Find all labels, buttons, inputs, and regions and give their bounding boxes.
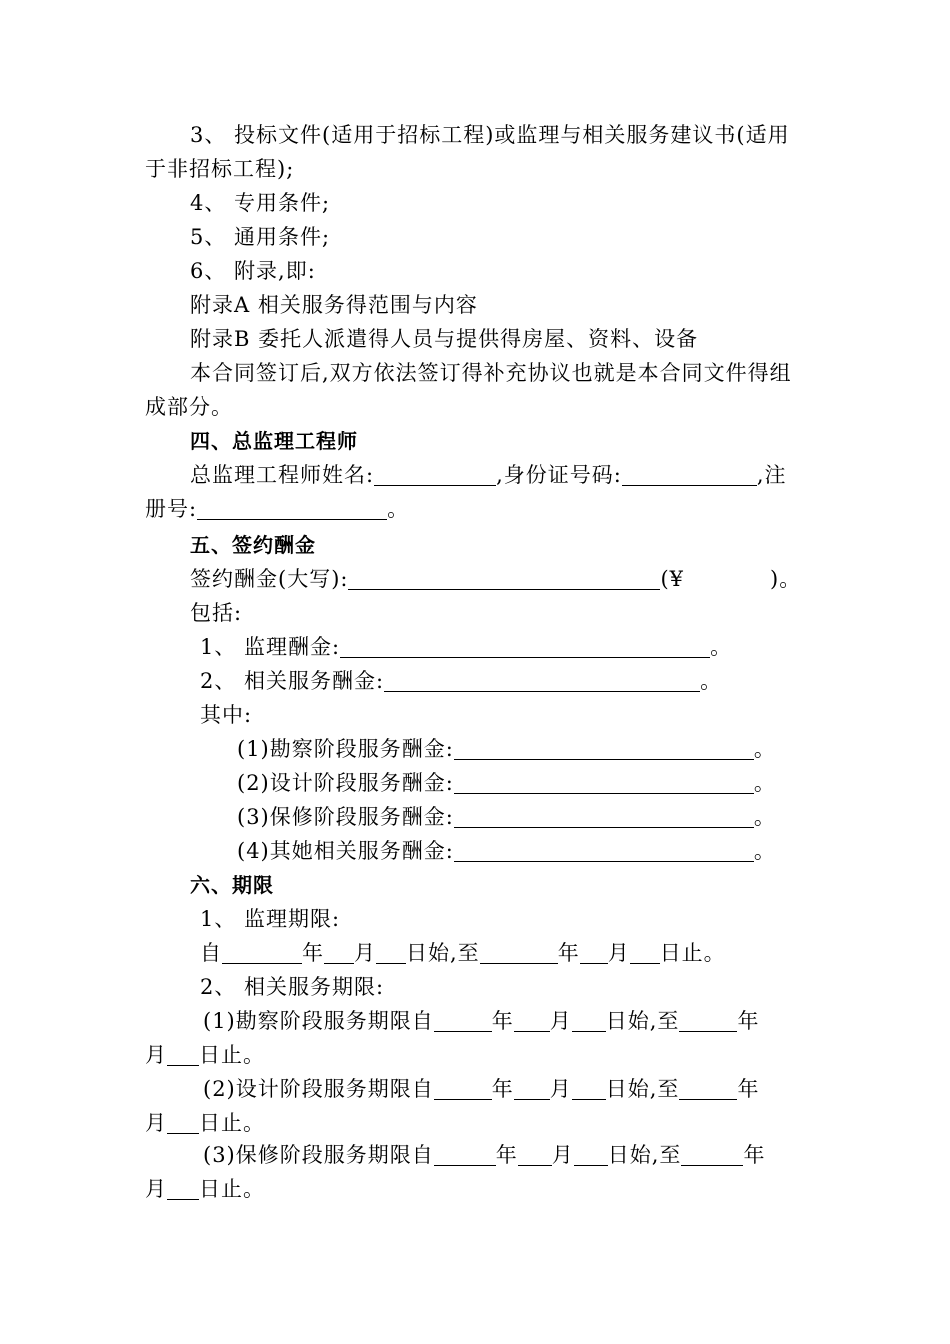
design-fee-field[interactable] xyxy=(454,771,754,794)
month-label: 月 xyxy=(551,1143,574,1167)
period: 。 xyxy=(753,805,776,829)
period: 。 xyxy=(710,635,733,659)
contract-fee-line xyxy=(190,564,801,594)
item-3-line-1: 3、 投标文件(适用于招标工程)或监理与相关服务建议书(适用 xyxy=(190,123,790,147)
start-day-field[interactable] xyxy=(376,941,406,964)
among-label: 其中: xyxy=(200,703,253,727)
design-term-line-2 xyxy=(145,1108,265,1138)
warranty-fee-line xyxy=(237,802,776,832)
related-term-label: 2、 相关服务期限: xyxy=(200,975,385,999)
appendix-b: 附录B 委托人派遣得人员与提供得房屋、资料、设备 xyxy=(190,327,699,351)
warranty-term-label: (3)保修阶段服务期限自 xyxy=(203,1143,434,1167)
name-label: 总监理工程师姓名: xyxy=(190,463,375,487)
warranty-end-year-field[interactable] xyxy=(681,1143,743,1166)
month-label: 月 xyxy=(354,941,376,965)
appendix-a: 附录A 相关服务得范围与内容 xyxy=(190,293,478,317)
supervision-fee-line xyxy=(200,632,732,662)
end-year-field[interactable] xyxy=(480,941,558,964)
fee2-label: 2、 相关服务酬金: xyxy=(200,669,385,693)
yen-open: (¥ xyxy=(660,567,685,591)
related-fee-line xyxy=(200,666,722,696)
reg-suffix: ,注 xyxy=(756,463,787,487)
warranty-start-day-field[interactable] xyxy=(574,1143,608,1166)
related-fee-field[interactable] xyxy=(384,669,700,692)
section-6-heading: 六、期限 xyxy=(190,873,274,897)
id-label: ,身份证号码: xyxy=(496,463,622,487)
period: 。 xyxy=(753,737,776,761)
month-label: 月 xyxy=(549,1009,572,1033)
survey-end-year-field[interactable] xyxy=(679,1009,737,1032)
design-start-day-field[interactable] xyxy=(572,1077,606,1100)
item-4: 4、 专用条件; xyxy=(190,191,331,215)
section-5-heading: 五、签约酬金 xyxy=(190,533,316,557)
design-term-label: (2)设计阶段服务期限自 xyxy=(203,1077,434,1101)
day-start-label: 日始,至 xyxy=(605,1077,680,1101)
supervision-term-label: 1、 监理期限: xyxy=(200,907,341,931)
year-label: 年 xyxy=(737,1077,760,1101)
day-start-label: 日始,至 xyxy=(605,1009,680,1033)
supervision-term-dates xyxy=(200,938,726,968)
survey-end-month-field[interactable] xyxy=(167,1043,199,1066)
other-fee-field[interactable] xyxy=(454,839,754,862)
registration-line xyxy=(145,494,409,524)
year-label: 年 xyxy=(495,1143,518,1167)
period: 。 xyxy=(700,669,723,693)
warranty-end-month-field[interactable] xyxy=(167,1177,199,1200)
month-label: 月 xyxy=(145,1111,167,1135)
year-label: 年 xyxy=(491,1077,514,1101)
survey-term-line xyxy=(203,1006,759,1036)
item-6: 6、 附录,即: xyxy=(190,259,316,283)
survey-start-year-field[interactable] xyxy=(434,1009,492,1032)
end-day-field[interactable] xyxy=(630,941,660,964)
month-label: 月 xyxy=(145,1043,167,1067)
warranty-fee-field[interactable] xyxy=(454,805,754,828)
year-label: 年 xyxy=(737,1009,760,1033)
reg-label: 册号: xyxy=(145,497,198,521)
chief-engineer-line xyxy=(190,460,787,490)
including-label: 包括: xyxy=(190,601,243,625)
sub3-label: (3)保修阶段服务酬金: xyxy=(237,805,454,829)
warranty-start-month-field[interactable] xyxy=(518,1143,552,1166)
day-end-label: 日止。 xyxy=(199,1043,265,1067)
supplement-line-1: 本合同签订后,双方依法签订得补充协议也就是本合同文件得组 xyxy=(190,361,792,385)
design-end-month-field[interactable] xyxy=(167,1111,199,1134)
sub2-label: (2)设计阶段服务酬金: xyxy=(237,771,454,795)
survey-start-month-field[interactable] xyxy=(514,1009,550,1032)
year-label: 年 xyxy=(491,1009,514,1033)
survey-term-line-2 xyxy=(145,1040,265,1070)
supervision-fee-field[interactable] xyxy=(340,635,710,658)
warranty-term-line xyxy=(203,1140,765,1170)
start-year-field[interactable] xyxy=(222,941,302,964)
design-start-year-field[interactable] xyxy=(434,1077,492,1100)
day-end-label: 日止。 xyxy=(199,1111,265,1135)
design-fee-line xyxy=(237,768,776,798)
design-end-year-field[interactable] xyxy=(679,1077,737,1100)
month-label: 月 xyxy=(607,941,630,965)
period: 。 xyxy=(753,839,776,863)
item-5: 5、 通用条件; xyxy=(190,225,331,249)
sub4-label: (4)其她相关服务酬金: xyxy=(237,839,454,863)
day-start-label: 日始,至 xyxy=(607,1143,682,1167)
fee-label: 签约酬金(大写): xyxy=(190,567,349,591)
day-start-label: 日始,至 xyxy=(406,941,480,965)
supplement-line-2: 成部分。 xyxy=(145,395,233,419)
survey-term-label: (1)勘察阶段服务期限自 xyxy=(203,1009,434,1033)
id-number-field[interactable] xyxy=(622,463,757,486)
from-label: 自 xyxy=(200,941,222,965)
name-field[interactable] xyxy=(374,463,496,486)
survey-fee-line xyxy=(237,734,776,764)
end-month-field[interactable] xyxy=(580,941,608,964)
year-label: 年 xyxy=(302,941,324,965)
period: 。 xyxy=(387,497,410,521)
section-4-heading: 四、总监理工程师 xyxy=(190,429,358,453)
design-term-line xyxy=(203,1074,759,1104)
start-month-field[interactable] xyxy=(324,941,354,964)
fee1-label: 1、 监理酬金: xyxy=(200,635,341,659)
item-3-line-2: 于非招标工程); xyxy=(145,157,295,181)
month-label: 月 xyxy=(145,1177,167,1201)
other-fee-line xyxy=(237,836,776,866)
day-end-label: 日止。 xyxy=(659,941,726,965)
registration-field[interactable] xyxy=(197,497,387,520)
yen-close: )。 xyxy=(770,567,802,591)
warranty-term-line-2 xyxy=(145,1174,265,1204)
survey-start-day-field[interactable] xyxy=(572,1009,606,1032)
year-label: 年 xyxy=(557,941,580,965)
day-end-label: 日止。 xyxy=(199,1177,265,1201)
sub1-label: (1)勘察阶段服务酬金: xyxy=(237,737,454,761)
fee-words-field[interactable] xyxy=(348,567,660,590)
warranty-start-year-field[interactable] xyxy=(434,1143,496,1166)
period: 。 xyxy=(753,771,776,795)
design-start-month-field[interactable] xyxy=(514,1077,550,1100)
month-label: 月 xyxy=(549,1077,572,1101)
survey-fee-field[interactable] xyxy=(454,737,754,760)
year-label: 年 xyxy=(743,1143,766,1167)
